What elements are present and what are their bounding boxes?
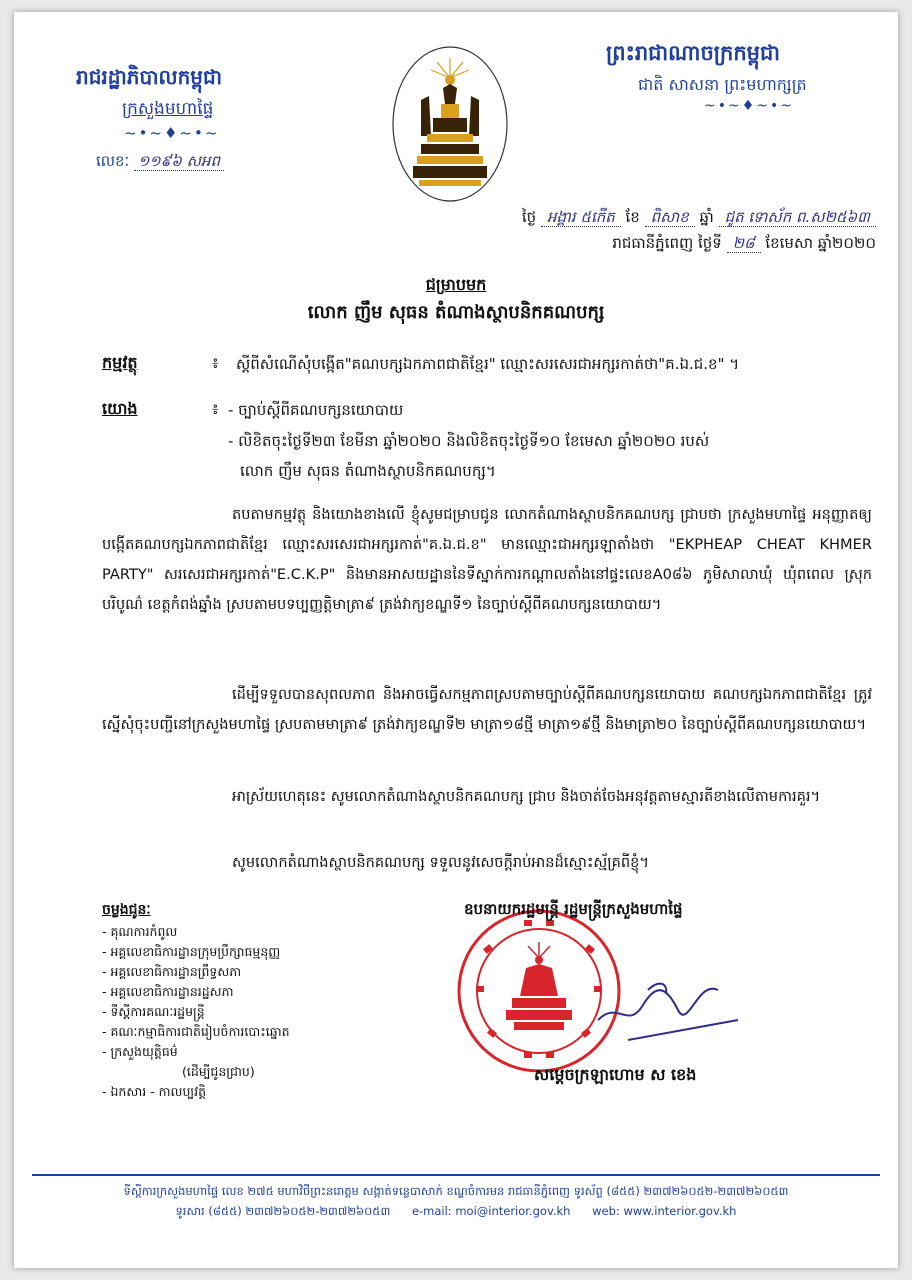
reference-number [96, 152, 224, 174]
lunar-date-prefix: ថ្ងៃ [521, 208, 537, 226]
cc-item: - អគ្គលេខាធិការដ្ឋានរដ្ឋសភា [102, 984, 234, 999]
body-paragraph-4-text: សូមលោកតំណាងស្ថាបនិកគណបក្ស ទទួលនូវសេចក្តីរាប់អានដ៏ស្មោះស្ម័គ្រពីខ្ញុំ។ [232, 854, 650, 871]
footer-email: e-mail: moi@interior.gov.kh [411, 1204, 571, 1218]
signer-name: សម្តេចក្រឡាហោម ស ខេង [534, 1065, 697, 1084]
body-paragraph-4 [102, 848, 872, 878]
body-paragraph-3 [102, 782, 872, 812]
government-name: រាជរដ្ឋាភិបាលកម្ពុជា [76, 65, 222, 89]
ministry-name: ក្រសួងមហាផ្ទៃ [122, 99, 214, 119]
subject-label: កម្មវត្ថុ [102, 353, 138, 372]
subject-text: ស្តីពីសំណើសុំបង្កើត"គណបក្សឯកភាពជាតិខ្មែរ" ឈ្មោះសរសេរជាអក្សរកាត់ថា"គ.ឯ.ជ.ខ" ។ [236, 355, 740, 373]
reference-item-letters: - លិខិតចុះថ្ងៃទី២៣ ខែមីនា ឆ្នាំ២០២០ និងលិខិតចុះថ្ងៃទី១០ ខែមេសា ឆ្នាំ២០២០ របស់ [228, 432, 710, 450]
solar-date-prefix: រាជធានីភ្នំពេញ ថ្ងៃទី [612, 234, 722, 252]
footer-fax: ទូរសារ (៨៥៥) ២៣៧២៦០៥២-២៣៧២៦០៥៣ [175, 1204, 391, 1218]
body-paragraph-1 [102, 500, 872, 620]
royal-emblem-icon [391, 44, 509, 202]
body-paragraph-2 [102, 680, 872, 740]
solar-day: ២៨ [727, 234, 761, 253]
lunar-date [522, 208, 876, 230]
footer-web: web: www.interior.gov.kh [592, 1204, 737, 1218]
lunar-month-label: ខែ [625, 208, 640, 226]
cc-item: - គណៈកម្មាធិការជាតិរៀបចំការបោះឆ្នោត [102, 1024, 290, 1039]
body-paragraph-2-text: ដើម្បីទទួលបានសុពលភាព និងអាចធ្វើសកម្មភាពស្របតាមច្បាប់ស្តីពីគណបក្សនយោបាយ គណបក្សឯកភាពជាតិខ្មែរ ត្រូវស្នើសុំចុះបញ្ជីនៅក្រសួងមហាផ្ទៃ ស្របតាមមាត្រា៩ ត្រង់វាក្យខណ្ឌទី២ មាត្រា១៨ថ្មី មាត្រា១៩ថ្មី និងមាត្រា២០ នៃច្បាប់ស្តីពីគណបក្សនយោបាយ។ [102, 686, 872, 733]
recipient-name: លោក ញឹម សុធន តំណាងស្ថាបនិកគណបក្ស [307, 302, 605, 323]
footer-contact [14, 1204, 898, 1221]
ornament-left: ~•~♦~•~ [124, 124, 220, 142]
subject-colon: ៖ [212, 354, 219, 372]
signer-title: ឧបនាយករដ្ឋមន្ត្រី រដ្ឋមន្ត្រីក្រសួងមហាផ្ទៃ [464, 900, 683, 918]
cc-title: ចម្លងជូនៈ [102, 902, 151, 918]
reference-item-law: - ច្បាប់ស្តីពីគណបក្សនយោបាយ [228, 401, 404, 419]
kingdom-name: ព្រះរាជាណាចក្រកម្ពុជា [606, 41, 781, 65]
solar-date [612, 234, 876, 256]
cc-item: - អគ្គលេខាធិការដ្ឋានក្រុមប្រឹក្សាធម្មនុញ្ញ [102, 944, 281, 959]
ornament-right: ~•~♦~•~ [704, 98, 794, 114]
footer-address: ទីស្តីការក្រសួងមហាផ្ទៃ លេខ ២៧៥ មហាវិថីព្រះនរោត្តម សង្កាត់ទន្លេបាសាក់ ខណ្ឌចំការមន រាជធានីភ្នំពេញ ទូរស័ព្ទ (៨៥៥) ២៣៧២៦០៥២-២៣៧២៦០៥៣ [123, 1184, 789, 1198]
recipient-label: ជម្រាបមក [425, 275, 487, 294]
lunar-year-label: ឆ្នាំ [699, 208, 714, 226]
cc-item-note: (ដើម្បីជូនជ្រាប) [182, 1064, 255, 1079]
cc-list [102, 922, 290, 1102]
cc-item: - អគ្គលេខាធិការដ្ឋានព្រឹទ្ធសភា [102, 964, 242, 979]
reference-heading: យោង [102, 399, 138, 418]
reference-colon: ៖ [212, 400, 219, 418]
body-paragraph-3-text: អាស្រ័យហេតុនេះ សូមលោកតំណាងស្ថាបនិកគណបក្ស ជ្រាប និងចាត់ចែងអនុវត្តតាមស្មារតីខាងលើតាមការគួរ។ [232, 788, 821, 805]
reference-label: លេខៈ [96, 152, 130, 170]
handwritten-signature-icon [588, 960, 748, 1050]
national-motto: ជាតិ សាសនា ព្រះមហាក្សត្រ [638, 75, 807, 94]
cc-item: - ក្រសួងយុត្តិធម៌ [102, 1044, 178, 1059]
reference-value: ១១៩៦ សអព [134, 152, 224, 171]
lunar-day: អង្គារ ៥កើត [541, 208, 621, 227]
letter-page [14, 12, 898, 1268]
body-paragraph-1-text: តបតាមកម្មវត្ថុ និងយោងខាងលើ ខ្ញុំសូមជម្រាបជូន លោកតំណាងស្ថាបនិកគណបក្ស ជ្រាបថា ក្រសួងមហាផ្ទៃ អនុញ្ញាតឲ្យបង្កើតគណបក្សឯកភាពជាតិខ្មែរ ឈ្មោះសរសេរជាអក្សរកាត់"គ.ឯ.ជ.ខ" មានឈ្មោះជាអក្សរឡាតាំងថា "EKPHEAP CHEAT KHMER PARTY" សរសេរជាអក្សរកាត់"E.C.K.P" និងមានអាសយដ្ឋាននៃទីស្នាក់ការកណ្តាលតាំងនៅផ្ទះលេខA0៨៦ ភូមិសាលាឃុំ ឃុំពពេល ស្រុកបរិបូណ៌ ខេត្តកំពង់ឆ្នាំង ស្របតាមបទប្បញ្ញត្តិមាត្រា៩ ត្រង់វាក្យខណ្ឌទី១ នៃច្បាប់ស្តីពីគណបក្សនយោបាយ។ [102, 506, 872, 613]
cc-item: - ឯកសារ - កាលប្បវត្តិ [102, 1084, 207, 1099]
solar-date-suffix: ខែមេសា ឆ្នាំ២០២០ [765, 234, 876, 252]
cc-item: - ទីស្តីការគណៈរដ្ឋមន្ត្រី [102, 1004, 205, 1019]
lunar-month: ពិសាខ [645, 208, 695, 227]
footer-divider [32, 1174, 880, 1176]
reference-item-letters-cont: លោក ញឹម សុធន តំណាងស្ថាបនិកគណបក្ស។ [240, 462, 496, 480]
lunar-year: ជូត ទោស័ក ព.ស២៥៦៣ [719, 208, 876, 227]
cc-item: - គុណការកំពូល [102, 924, 178, 939]
